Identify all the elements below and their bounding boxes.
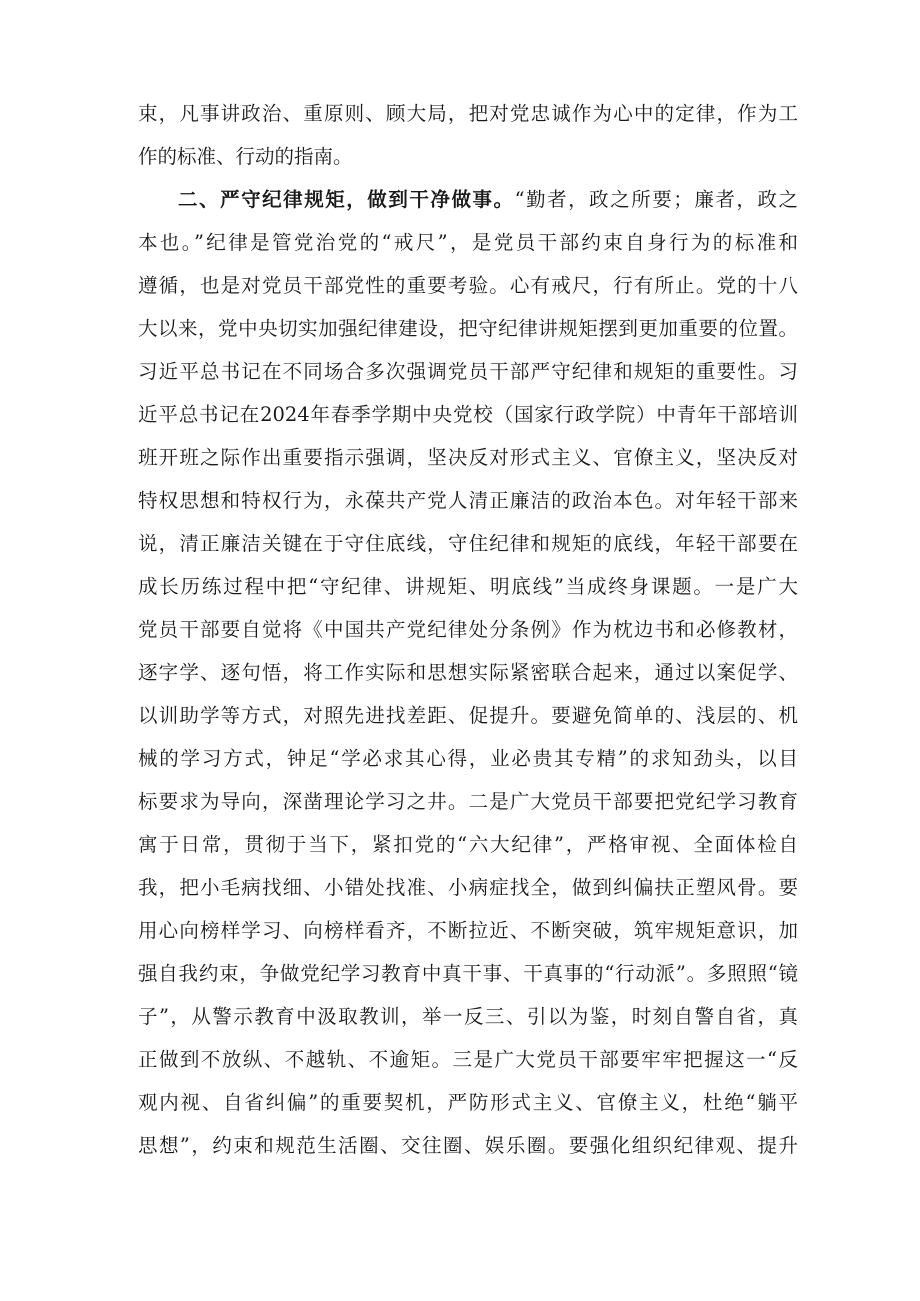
- paragraph-2-line: 大以来，党中央切实加强纪律建设，把守纪律讲规矩摆到更加重要的位置。: [138, 317, 798, 340]
- paragraph-2-line: 观内视、自省纠偏”的重要契机，严防形式主义、官僚主义，杜绝“躺平: [138, 1091, 798, 1114]
- paragraph-2-line: 遵循，也是对党员干部党性的重要考验。心有戒尺，行有所止。党的十八: [138, 274, 798, 297]
- paragraph-2-line: 成长历练过程中把“守纪律、讲规矩、明底线”当成终身课题。一是广大: [138, 575, 798, 598]
- paragraph-2-line: 正做到不放纵、不越轨、不逾矩。三是广大党员干部要牢牢把握这一“反: [138, 1048, 798, 1071]
- paragraph-2-line: 本也。”纪律是管党治党的“戒尺”，是党员干部约束自身行为的标准和: [138, 231, 798, 254]
- paragraph-2-line-1-rest: “勤者，政之所要；廉者，政之: [514, 188, 798, 211]
- paragraph-1-line-2: 作的标准、行动的指南。: [138, 145, 353, 168]
- paragraph-2-line: 标要求为导向，深凿理论学习之井。二是广大党员干部要把党纪学习教育: [138, 790, 798, 813]
- paragraph-2-line: 我，把小毛病找细、小错处找准、小病症找全，做到纠偏扶正塑风骨。要: [138, 876, 798, 899]
- paragraph-2-line: 说，清正廉洁关键在于守住底线，守住纪律和规矩的底线，年轻干部要在: [138, 532, 798, 555]
- paragraph-2-line: 党员干部要自觉将《中国共产党纪律处分条例》作为枕边书和必修教材，: [138, 618, 798, 641]
- paragraph-2-line: 逐字学、逐句悟，将工作实际和思想实际紧密联合起来，通过以案促学、: [138, 661, 798, 684]
- paragraph-2-line: 近平总书记在2024年春季学期中央党校（国家行政学院）中青年干部培训: [138, 403, 798, 426]
- paragraph-1-line-1: 束，凡事讲政治、重原则、顾大局，把对党忠诚作为心中的定律，作为工: [138, 102, 798, 125]
- section-heading: 二、严守纪律规矩，做到干净做事。: [178, 188, 515, 211]
- paragraph-2-line-1: [178, 183, 798, 217]
- paragraph-2-line: 习近平总书记在不同场合多次强调党员干部严守纪律和规矩的重要性。习: [138, 360, 798, 383]
- paragraph-2-line: 械的学习方式，钟足“学必求其心得，业必贵其专精”的求知劲头，以目: [138, 747, 798, 770]
- paragraph-2-line: 班开班之际作出重要指示强调，坚决反对形式主义、官僚主义，坚决反对: [138, 446, 798, 469]
- paragraph-2-line: 子”，从警示教育中汲取教训，举一反三、引以为鉴，时刻自警自省，真: [138, 1005, 798, 1028]
- paragraph-2-line: 用心向榜样学习、向榜样看齐，不断拉近、不断突破，筑牢规矩意识，加: [138, 919, 798, 942]
- paragraph-2-line: 寓于日常，贯彻于当下，紧扣党的“六大纪律”，严格审视、全面体检自: [138, 833, 798, 856]
- paragraph-2-line: 强自我约束，争做党纪学习教育中真干事、干真事的“行动派”。多照照“镜: [138, 962, 798, 985]
- paragraph-2-line: 特权思想和特权行为，永葆共产党人清正廉洁的政治本色。对年轻干部来: [138, 489, 798, 512]
- paragraph-2-line: 以训助学等方式，对照先进找差距、促提升。要避免简单的、浅层的、机: [138, 704, 798, 727]
- paragraph-2-line: 思想”，约束和规范生活圈、交往圈、娱乐圈。要强化组织纪律观、提升: [138, 1134, 798, 1157]
